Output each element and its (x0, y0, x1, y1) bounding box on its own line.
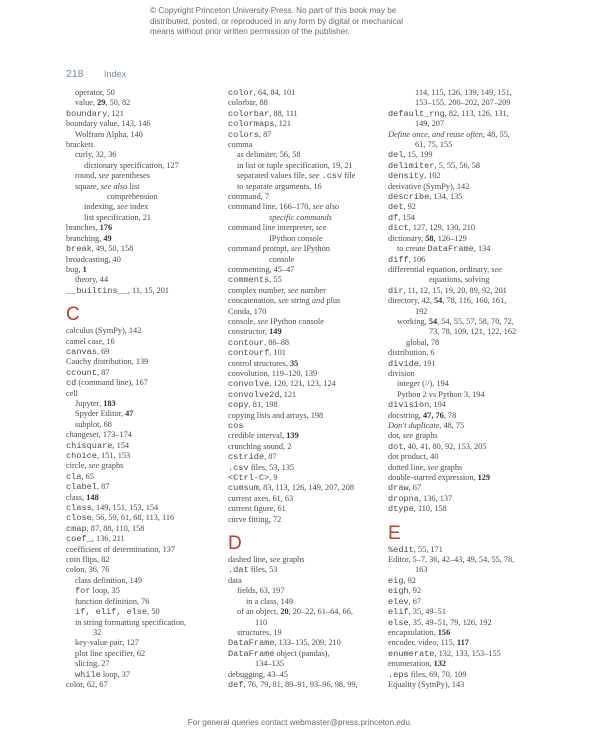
index-entry: current figure, 61 (228, 504, 286, 514)
index-entry: canvas, 69 (66, 346, 110, 357)
index-entry: working, 54, 54, 55, 57, 58, 70, 72, (397, 316, 514, 326)
index-entry: copy, 81, 198 (228, 400, 278, 411)
index-entry: while loop, 37 (75, 669, 131, 680)
index-entry: curly, 32, 36 (75, 150, 117, 160)
index-entry: dot product, 40 (388, 452, 439, 462)
index-entry: differential equation, ordinary, see (388, 264, 502, 274)
index-entry: docstring, 47, 76, 78 (388, 410, 457, 420)
index-entry: eigh, 92 (388, 586, 422, 597)
index-entry: draw, 67 (388, 483, 422, 494)
index-entry: as delimiter, 56, 58 (237, 150, 301, 160)
index-entry: convolution, 119–120, 139 (228, 368, 318, 378)
index-entry: calculus (SymPy), 142 (66, 326, 142, 336)
index-entry: divide, 191 (388, 358, 436, 369)
index-entry: structures, 19 (237, 627, 282, 637)
index-entry: specific commands (269, 212, 332, 222)
section-title: Index (103, 69, 127, 79)
index-entry: 153–155, 200–202, 207–209 (415, 98, 511, 108)
index-column-1 (66, 88, 226, 690)
index-entry: function definition, 76 (75, 596, 150, 606)
index-entry: if, elif, else, 50 (75, 607, 160, 618)
index-entry: close, 56, 59, 61, 68, 113, 116 (66, 513, 175, 524)
index-entry: 110 (255, 617, 268, 627)
index-entry: curve fitting, 72 (228, 514, 282, 524)
index-entry: cla, 65 (66, 471, 94, 482)
index-entry: plot line specifier, 62 (75, 648, 146, 658)
index-entry: DataFrame object (pandas), (228, 648, 330, 659)
index-entry: colorbar, 88 (228, 98, 268, 108)
index-entry: command line interpreter, see (228, 223, 327, 233)
index-entry: control structures, 35 (228, 358, 299, 368)
index-entry: dotted line, see graphs (388, 462, 463, 472)
index-entry: constructor, 149 (228, 327, 282, 337)
index-entry: dot, see graphs (388, 431, 438, 441)
index-entry: in a class, 149 (246, 596, 294, 606)
index-entry: Conda, 170 (228, 306, 267, 316)
section-letter-e: E (388, 522, 401, 544)
index-entry: .dat files, 53 (228, 565, 278, 576)
index-entry: convolve2d, 121 (228, 389, 297, 400)
index-entry: elif, 35, 49–51 (388, 607, 446, 618)
index-entry: boundary, 121 (66, 108, 124, 119)
index-entry: slicing, 27 (75, 659, 110, 669)
index-entry: coin flips, 82 (66, 555, 110, 565)
index-entry: ccount, 87 (66, 367, 110, 378)
index-entry: Equality (SymPy), 143 (388, 679, 465, 689)
index-entry: enumerate, 132, 133, 153–155 (388, 648, 501, 659)
index-entry: copying lists and arrays, 198 (228, 410, 324, 420)
index-entry: dir, 11, 12, 15, 19, 20, 89, 92, 201 (388, 285, 507, 296)
index-entry: Spyder Editor, 47 (75, 409, 134, 419)
index-entry: Cauchy distribution, 139 (66, 357, 149, 367)
index-entry: elev, 67 (388, 596, 422, 607)
index-entry: broadcasting, 40 (66, 254, 121, 264)
index-entry: directory, 42, 54, 78, 116, 160, 161, (388, 296, 507, 306)
index-entry: color, 62, 67 (66, 679, 108, 689)
index-entry: 73, 78, 109, 121, 122, 162 (429, 327, 517, 337)
index-column-3 (388, 88, 558, 690)
index-entry: global, 78 (406, 337, 440, 347)
index-entry: delimiter, 5, 55, 56, 58 (388, 160, 481, 171)
index-entry: 134–135 (255, 659, 285, 669)
index-entry: colors, 87 (228, 129, 272, 140)
index-entry: fields, 63, 197 (237, 586, 285, 596)
index-entry: enumeration, 132 (388, 659, 447, 669)
index-entry: Define once, and reuse often, 48, 55, (388, 129, 510, 139)
index-entry: boundary value, 143, 146 (66, 119, 151, 129)
index-entry: cumsum, 83, 113, 126, 149, 207, 208 (228, 483, 355, 494)
index-entry: colon, 36, 76 (66, 565, 110, 575)
index-entry: dot, 40, 41, 80, 92, 153, 205 (388, 441, 487, 452)
index-entry: contour, 86–88 (228, 337, 289, 348)
index-entry: comprehension (107, 192, 158, 202)
index-entry: bug, 1 (66, 264, 87, 274)
index-entry: Python 2 vs Python 3, 194 (397, 389, 485, 399)
index-entry: 61, 75, 155 (415, 140, 453, 150)
index-entry: chisquare, 154 (66, 440, 130, 451)
index-entry: DataFrame, 133–135, 209, 210 (228, 638, 341, 649)
index-entry: choice, 151, 153 (66, 451, 131, 461)
index-entry: subplot, 68 (75, 419, 112, 429)
index-entry: coef_, 136, 211 (66, 534, 125, 545)
copyright-line-1: © Copyright Princeton University Press. No part of this book may be (150, 6, 397, 15)
index-entry: console, see IPython console (228, 316, 324, 326)
index-entry: eig, 92 (388, 575, 416, 586)
index-entry: colorbar, 88, 111 (228, 108, 298, 119)
index-entry: del, 15, 199 (388, 150, 433, 161)
index-entry: credible interval, 139 (228, 431, 299, 441)
index-entry: changeset, 173–174 (66, 430, 132, 440)
index-entry: 149, 207 (415, 119, 445, 129)
index-entry: dtype, 110, 158 (388, 504, 447, 515)
index-entry: def, 76, 79, 81, 89–91, 93–96, 98, 99, (228, 679, 358, 690)
copyright-notice (150, 6, 450, 38)
index-entry: coefficient of determination, 137 (66, 544, 176, 554)
index-entry: density, 102 (388, 171, 441, 182)
index-entry: 114, 115, 126, 139, 149, 151, (415, 88, 512, 97)
index-entry: commenting, 45–47 (228, 264, 295, 274)
running-head (66, 64, 126, 82)
index-entry: distribution, 6 (388, 348, 435, 358)
index-entry: cmap, 87, 88, 110, 158 (66, 523, 145, 534)
index-entry: list specification, 21 (84, 212, 152, 222)
index-entry: cell (66, 388, 78, 398)
index-entry: <Ctrl-C>, 9 (228, 473, 278, 484)
index-entry: branching, 49 (66, 233, 112, 243)
index-entry: in string formatting specification, (75, 617, 187, 627)
index-entry: dict, 127, 129, 130, 210 (388, 223, 476, 234)
index-entry: .eps files, 69, 70, 109 (388, 669, 467, 680)
index-entry: to separate arguments, 16 (237, 181, 322, 191)
index-entry: else, 35, 49–51, 79, 126, 192 (388, 617, 492, 628)
index-entry: derivative (SymPy), 142 (388, 181, 470, 191)
index-entry: Don't duplicate, 48, 75 (388, 421, 465, 430)
index-entry: encoder, video, 115, 117 (388, 638, 469, 648)
index-entry: class, 149, 151, 153, 154 (66, 503, 159, 514)
footer-contact: For general queries contact webmaster@press.princeton.edu. (187, 718, 413, 727)
index-entry: df, 154 (388, 212, 415, 223)
index-entry: key-value pair, 127 (75, 638, 139, 648)
index-entry: .csv files, 53, 135 (228, 462, 295, 473)
index-entry: convolve, 120, 121, 123, 124 (228, 379, 336, 390)
index-entry: class definition, 149 (75, 575, 143, 585)
index-entry: data (228, 575, 242, 585)
index-entry: circle, see graphs (66, 461, 124, 471)
index-entry: dashed line, see graphs (228, 555, 305, 565)
index-entry: brackets (66, 140, 94, 150)
index-entry: indexing, see index (84, 202, 149, 212)
index-entry: comma (228, 140, 253, 150)
index-entry: of an object, 20, 20–22, 61–64, 66, (237, 607, 353, 617)
index-entry: clabel, 87 (66, 482, 110, 493)
index-entry: det, 92 (388, 202, 416, 213)
index-entry: equations, solving (429, 275, 490, 285)
index-entry: division, 194 (388, 400, 446, 411)
section-letter-c: C (66, 304, 80, 326)
index-entry: branches, 176 (66, 223, 113, 233)
index-entry: crunching sound, 2 (228, 441, 292, 451)
index-entry: round, see parentheses (75, 171, 150, 181)
index-entry: in list or tuple specification, 19, 21 (237, 160, 353, 170)
copyright-line-3: means without prior written permission of the publisher. (150, 27, 350, 36)
index-entry: cos (228, 421, 244, 431)
index-entry: color, 64, 84, 101 (228, 88, 296, 98)
index-entry: class, 148 (66, 492, 99, 502)
index-entry: break, 49, 50, 158 (66, 244, 134, 255)
index-entry: camel case, 16 (66, 336, 115, 346)
index-entry: separated values file, see .csv file (237, 171, 356, 182)
index-entry: command prompt, see IPython (228, 244, 330, 254)
index-entry: comments, 55 (228, 275, 282, 286)
index-entry: double-starred expression, 129 (388, 473, 491, 483)
index-entry: 163 (415, 565, 428, 575)
index-entry: IPython console (269, 233, 323, 243)
index-entry: current axes, 61, 63 (228, 493, 294, 503)
index-entry: for loop, 35 (75, 586, 120, 597)
index-entry: default_rng, 82, 113, 126, 131, (388, 108, 509, 119)
index-entry: dictionary, 58, 126–129 (388, 233, 467, 243)
index-entry: diff, 106 (388, 254, 426, 265)
index-entry: console (269, 254, 295, 264)
index-column-2 (228, 88, 388, 690)
index-entry: value, 29, 50, 82 (75, 98, 131, 108)
index-entry: dropna, 136, 137 (388, 493, 453, 504)
index-entry: command line, 166–170, see also (228, 202, 340, 212)
index-entry: debugging, 43–45 (228, 669, 288, 679)
index-entry: 192 (415, 306, 428, 316)
index-entry: Jupyter, 183 (75, 398, 116, 408)
index-entry: 32 (93, 627, 102, 637)
index-entry: dictionary specification, 127 (84, 160, 179, 170)
index-entry: %edit, 55, 171 (388, 544, 443, 555)
page-number: 218 (66, 68, 84, 80)
index-entry: contourf, 101 (228, 348, 286, 359)
index-entry: square, see also list (75, 181, 140, 191)
index-entry: theory, 44 (75, 275, 109, 285)
index-entry: to create DataFrame, 134 (397, 244, 491, 255)
index-entry: operator, 50 (75, 88, 115, 97)
index-entry: describe, 134, 135 (388, 192, 463, 203)
index-entry: colormaps, 121 (228, 119, 292, 130)
index-entry: Editor, 5–7, 36, 42–43, 49, 54, 55, 78, (388, 555, 515, 565)
index-entry: concatenation, see string and plus (228, 296, 341, 306)
index-entry: integer (//), 194 (397, 379, 449, 389)
index-entry: Wolfram Alpha, 140 (75, 129, 143, 139)
section-letter-d: D (228, 533, 242, 555)
copyright-line-2: distributed, posted, or reproduced in any form by digital or mechanical (150, 16, 404, 26)
index-entry: division (388, 368, 415, 378)
index-entry: __builtins__, 11, 15, 201 (66, 285, 170, 296)
index-entry: cd (command line), 167 (66, 378, 148, 389)
index-entry: cstride, 87 (228, 452, 277, 463)
index-entry: complex number, see number (228, 285, 326, 295)
index-entry: command, 7 (228, 192, 270, 202)
index-entry: encapsulation, 156 (388, 627, 451, 637)
